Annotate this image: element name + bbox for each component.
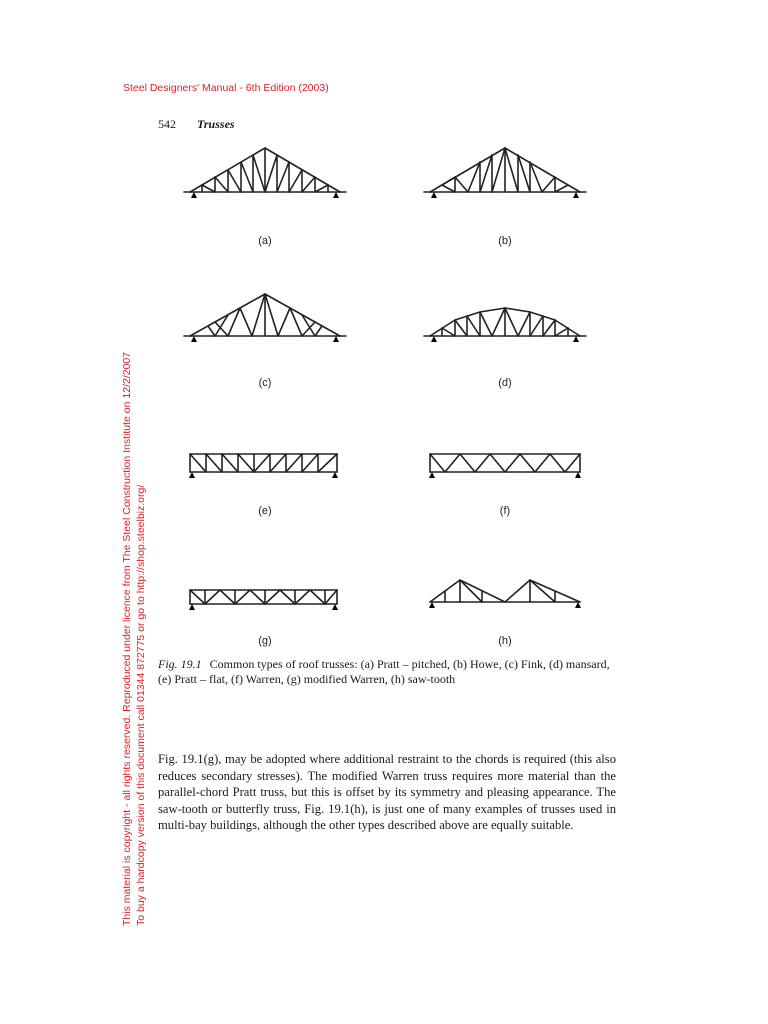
copyright-watermark bbox=[120, 346, 148, 926]
label-e: (e) bbox=[258, 505, 272, 517]
truss-figure bbox=[170, 140, 610, 660]
source-header: Steel Designers' Manual - 6th Edition (2003) bbox=[123, 82, 329, 94]
figure-number: Fig. 19.1 bbox=[158, 657, 202, 671]
truss-h-saw-tooth bbox=[429, 580, 581, 618]
truss-c-fink bbox=[184, 294, 346, 352]
truss-e-pratt-flat bbox=[189, 454, 338, 488]
figure-caption bbox=[158, 657, 618, 687]
label-a: (a) bbox=[258, 235, 272, 247]
watermark-line-1: This material is copyright - all rights reserved. Reproduced under licence from The Steel Construction Institute on 12/2/2007 bbox=[121, 351, 133, 926]
body-paragraph: Fig. 19.1(g), may be adopted where additional restraint to the chords is required (this also reduces secondary stresses). The modified Warren truss requires more material than the parallel-chord Pratt truss, but this is offset by its symmetry and pleasing appearance. The saw-tooth or butterfly truss, Fig. 19.1(h), is just one of many examples of trusses used in multi-bay buildings, although the other types described above are equally suitable. bbox=[158, 752, 616, 832]
label-d: (d) bbox=[498, 377, 512, 389]
truss-d-mansard bbox=[424, 308, 586, 352]
label-g: (g) bbox=[258, 635, 272, 647]
page-number: 542 bbox=[158, 117, 176, 131]
caption-text: Common types of roof trusses: (a) Pratt – pitched, (b) Howe, (c) Fink, (d) mansard, (e) Pratt – flat, (f) Warren, (g) modified Warren, (h) saw-tooth bbox=[158, 657, 610, 686]
truss-f-warren bbox=[429, 454, 581, 488]
truss-a-pratt-pitched bbox=[184, 148, 346, 208]
truss-b-howe bbox=[424, 148, 586, 208]
running-head bbox=[158, 117, 235, 132]
label-b: (b) bbox=[498, 235, 512, 247]
label-c: (c) bbox=[258, 377, 272, 389]
label-f: (f) bbox=[499, 505, 511, 517]
watermark-line-2: To buy a hardcopy version of this document call 01344 872775 or go to http://shop.steelbiz.org/ bbox=[135, 484, 147, 926]
label-h: (h) bbox=[498, 635, 512, 647]
truss-g-modified-warren bbox=[189, 590, 338, 620]
section-title: Trusses bbox=[197, 117, 235, 131]
truss-diagrams bbox=[170, 140, 610, 660]
